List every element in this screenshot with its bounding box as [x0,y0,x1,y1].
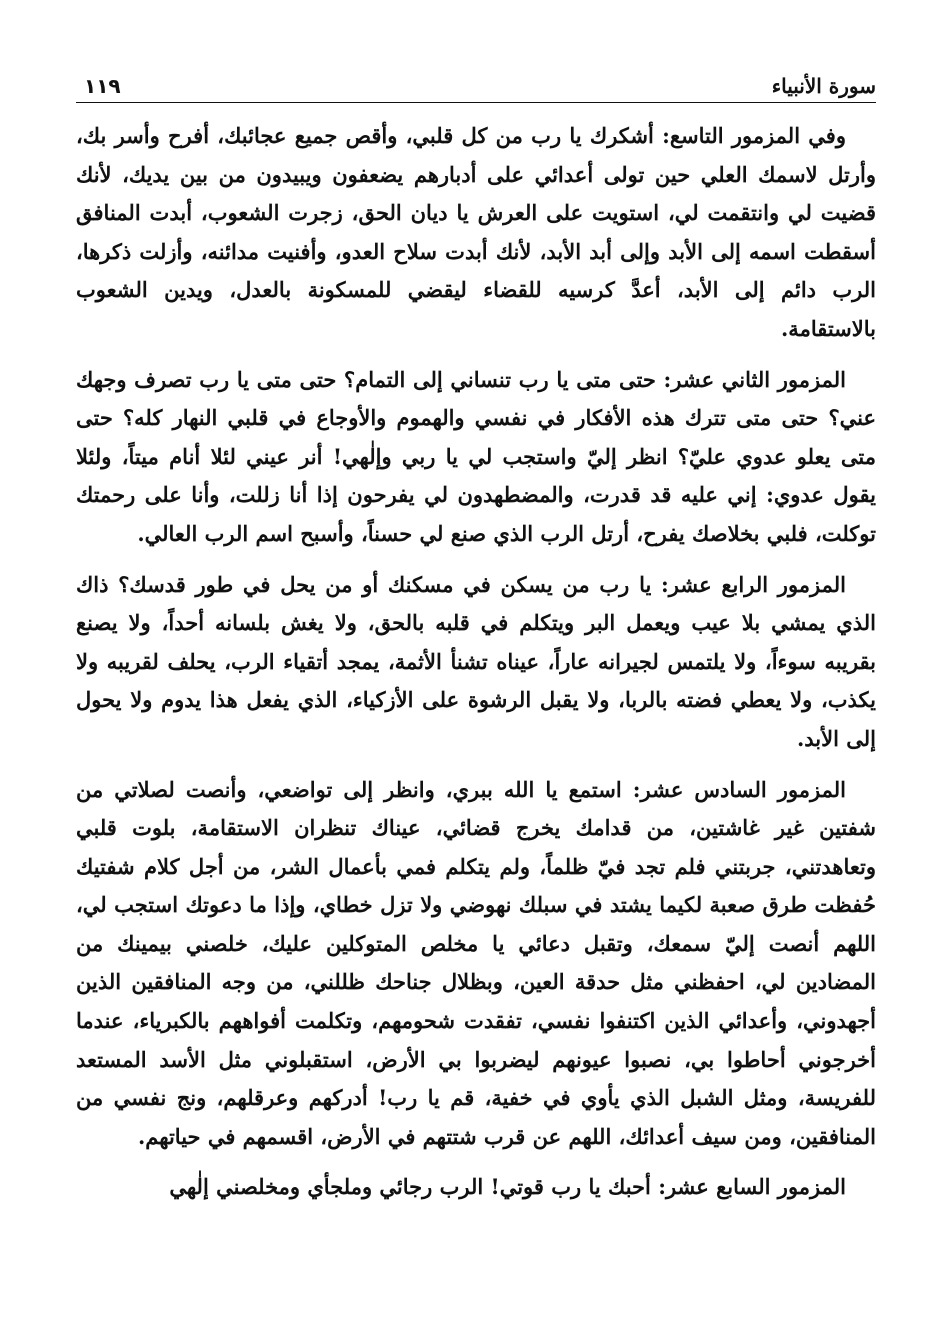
page-header [76,60,876,103]
paragraph-psalm-17: المزمور السابع عشر: أحبك يا رب قوتي! الرب رجائي وملجأي ومخلصني إلٰهي [169,1174,846,1200]
book-page [76,60,876,1323]
surah-title: سورة الأنبياء [771,74,876,98]
paragraph-psalm-16: المزمور السادس عشر: استمع يا الله ببري، وانظر إلى تواضعي، وأنصت لصلاتي من شفتين غير غاشتين، من قدامك يخرج قضائي، عيناك تنظران الاستقامة، بلوت قلبي وتعاهدتني، جربتني فلم تجد فيّ ظلماً، ولم يتكلم فمي بأعمال الشر، من أجل كلام شفتيك حُفظت طرق صعبة لكيما يشتد في سبلك نهوضي ولا تزل خطاي، وإذا ما دعوتك استجب لي، اللهم أنصت إليّ سمعك، وتقبل دعائي يا مخلص المتوكلين عليك، خلصني بيمينك من المضادين لي، احفظني مثل حدقة العين، وبظلال جناحك ظللني، من وجه المنافقين الذين أجهدوني، وأعدائي الذين اكتنفوا نفسي، تفقدت شحومهم، وتكلمت أفواههم بالكبرياء، عندما أخرجوني أحاطوا بي، نصبوا عيونهم ليضربوا بي الأرض، استقبلوني مثل الأسد المستعد للفريسة، ومثل الشبل الذي يأوي في خفية، قم يا رب! أدركهم وعرقلهم، ونج نفسي من المنافقين، ومن سيف أعدائك، اللهم عن قرب شتتهم في الأرض، اقسمهم في حياتهم. [76,776,876,1149]
page-number: ١١٩ [84,74,121,98]
paragraph-psalm-12: المزمور الثاني عشر: حتى متى يا رب تنساني إلى التمام؟ حتى متى يا رب تصرف وجهك عني؟ حتى متى تترك هذه الأفكار في نفسي والهموم والأوجاع في قلبي النهار كله؟ حتى متى يعلو عدوي عليّ؟ انظر إليّ واستجب لي يا ربي وإلٰهي! أنر عيني لئلا أنام ميتاً، ولئلا يقول عدوي: إني عليه قد قدرت، والمضطهدون لي يفرحون إذا أنا زللت، وأنا على رحمتك توكلت، فلبي بخلاصك يفرح، أرتل الرب الذي صنع لي حسناً، وأسبح اسم الرب العالي. [76,366,876,546]
paragraph-psalm-14: المزمور الرابع عشر: يا رب من يسكن في مسكنك أو من يحل في طور قدسك؟ ذاك الذي يمشي بلا عيب ويعمل البر ويتكلم في قلبه بالحق، ولا يغش بلسانه أحداً، ولا يصنع بقريبه سوءاً، ولا يلتمس لجيرانه عاراً، عيناه تشنأ الأثمة، يمجد أتقياء الرب، يحلف لقريبه ولا يكذب، ولا يعطي فضته بالربا، ولا يقبل الرشوة على الأزكياء، الذي يفعل هذا يدوم ولا يحول إلى الأبد. [76,571,876,751]
page-body [76,117,876,1207]
paragraph-psalm-9: وفي المزمور التاسع: أشكرك يا رب من كل قلبي، وأقص جميع عجائبك، أفرح وأسر بك، وأرتل لاسمك العلي حين تولى أعدائي على أدبارهم يضعفون ويبيدون من بين يديك، لأنك قضيت لي وانتقمت لي، استويت على العرش يا ديان الحق، زجرت الشعوب، أبدت المنافق أسقطت اسمه إلى الأبد وإلى أبد الأبد، لأنك أبدت سلاح العدو، وأفنيت مدائنه، وأزلت ذكرها، الرب دائم إلى الأبد، أعدَّ كرسيه للقضاء ليقضي للمسكونة بالعدل، ويدين الشعوب بالاستقامة. [76,123,876,341]
